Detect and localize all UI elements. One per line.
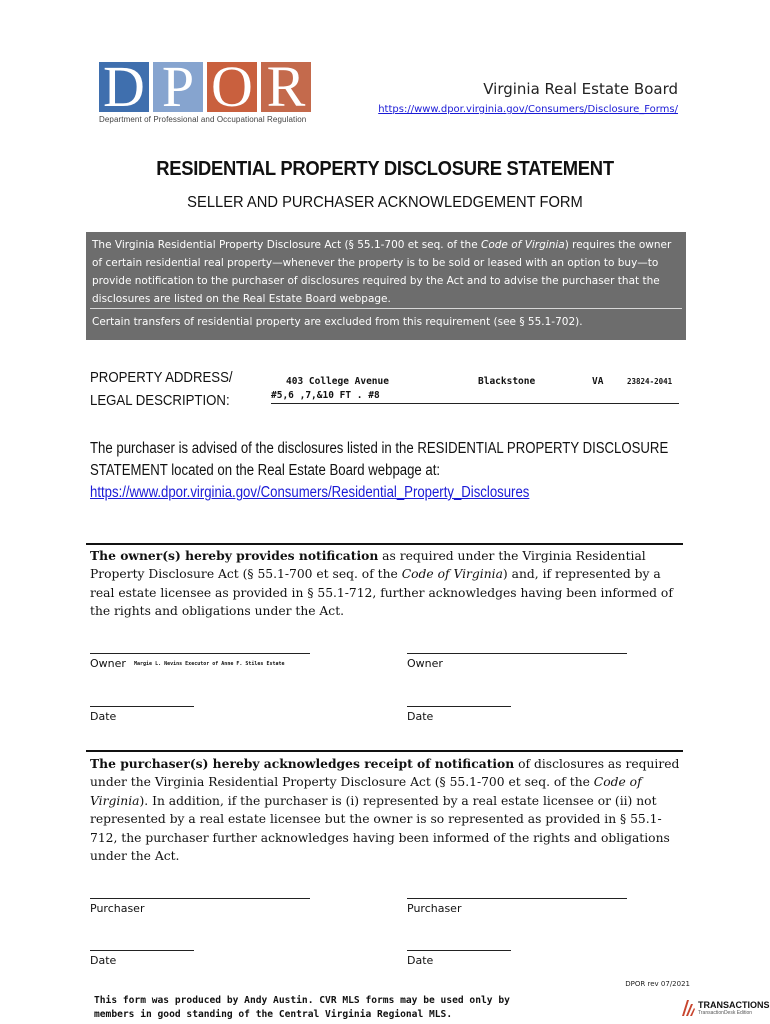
board-name: Virginia Real Estate Board	[483, 80, 678, 98]
owner-date-line-2[interactable]	[407, 706, 511, 707]
property-street[interactable]: 403 College Avenue	[286, 376, 389, 387]
owner-signature-line-2[interactable]	[407, 653, 627, 654]
page-title: RESIDENTIAL PROPERTY DISCLOSURE STATEMENT	[156, 158, 614, 180]
transactions-name: TRANSACTIONS	[698, 1000, 770, 1010]
revision-note: DPOR rev 07/2021	[625, 980, 690, 988]
logo-tagline: Department of Professional and Occupational Regulation	[99, 115, 307, 124]
logo-tile-d: D	[99, 62, 149, 112]
purchaser-date-label-1: Date	[90, 954, 117, 967]
logo-letter-tiles	[99, 62, 315, 112]
transactions-sub: TransactionDesk Edition	[698, 1010, 753, 1016]
owner-notification-paragraph: The owner(s) hereby provides notification as required under the Virginia Residential Property Disclosure Act (§ 55.1-700 et seq. of the Code of Virginia) and, if represented by a real estate licensee as provided in § 55.1-712, further acknowledges having been informed of the rights and obligations under the Act.	[90, 548, 673, 619]
purchaser-acknowledgement-paragraph: The purchaser(s) hereby acknowledges receipt of notification of disclosures as required under the Virginia Residential Property Disclosure Act (§ 55.1-700 et seq. of the Code of Virginia). In addition, if the purchaser is (i) represented by a real estate licensee or (ii) not represented by a real estate licensee but the owner is so represented as provided in § 55.1-712, the purchaser further acknowledges having been informed of the rights and obligations under the Act.	[90, 756, 680, 864]
property-legal-description[interactable]: #5,6 ,7,&10 FT . #8	[271, 390, 380, 401]
logo-tile-p: P	[153, 62, 203, 112]
dpor-logo	[99, 62, 315, 126]
section-divider-2	[86, 750, 683, 752]
property-address-label: PROPERTY ADDRESS/ LEGAL DESCRIPTION:	[90, 369, 233, 409]
owner-signature-line-1[interactable]	[90, 653, 310, 654]
notice-paragraph-1: The Virginia Residential Property Disclosure Act (§ 55.1-700 et seq. of the Code of Virginia) requires the owner of certain residential real property—whenever the property is to be sold or leased with an option to buy—to provide notification to the purchaser of disclosures required by the Act and to advise the purchaser that the disclosures are listed on the Real Estate Board webpage.	[92, 239, 672, 305]
logo-tile-o: O	[207, 62, 257, 112]
owner-date-label-1: Date	[90, 710, 117, 723]
notice-box	[86, 232, 686, 340]
purchaser-advice: The purchaser is advised of the disclosures listed in the RESIDENTIAL PROPERTY DISCLOSURE STATEMENT located on the Real Estate Board webpage at: https://www.dpor.virginia.gov/Consumers/Residential_Property_Disclosures	[90, 440, 669, 501]
address-underline	[271, 403, 679, 404]
owner-label-2: Owner	[407, 657, 443, 670]
purchaser-date-line-1[interactable]	[90, 950, 194, 951]
page-subtitle: SELLER AND PURCHASER ACKNOWLEDGEMENT FORM	[187, 194, 583, 211]
residential-disclosures-link[interactable]: https://www.dpor.virginia.gov/Consumers/Residential_Property_Disclosures	[90, 484, 530, 501]
disclosure-forms-link[interactable]: https://www.dpor.virginia.gov/Consumers/Disclosure_Forms/	[378, 104, 678, 115]
purchaser-date-label-2: Date	[407, 954, 434, 967]
purchaser-signature-line-1[interactable]	[90, 898, 310, 899]
owner-label-1: Owner	[90, 657, 126, 670]
property-state[interactable]: VA	[592, 376, 604, 387]
notice-paragraph-2: Certain transfers of residential property are excluded from this requirement (see § 55.1-702).	[92, 316, 583, 328]
owner-date-label-2: Date	[407, 710, 434, 723]
property-city[interactable]: Blackstone	[478, 376, 536, 387]
purchaser-label-1: Purchaser	[90, 902, 145, 915]
purchaser-label-2: Purchaser	[407, 902, 462, 915]
purchaser-date-line-2[interactable]	[407, 950, 511, 951]
transactions-mark-icon	[680, 998, 696, 1018]
owner-printed-name: Margie L. Nevins Executor of Anne F. Stiles Estate	[134, 661, 285, 667]
logo-tile-r: R	[261, 62, 311, 112]
transactions-logo	[680, 997, 770, 1019]
owner-date-line-1[interactable]	[90, 706, 194, 707]
purchaser-signature-line-2[interactable]	[407, 898, 627, 899]
footer-note: This form was produced by Andy Austin. CVR MLS forms may be used only by members in good standing of the Central Virginia Regional MLS.	[94, 995, 510, 1020]
property-zip[interactable]: 23824-2041	[627, 377, 673, 386]
section-divider	[86, 543, 683, 545]
